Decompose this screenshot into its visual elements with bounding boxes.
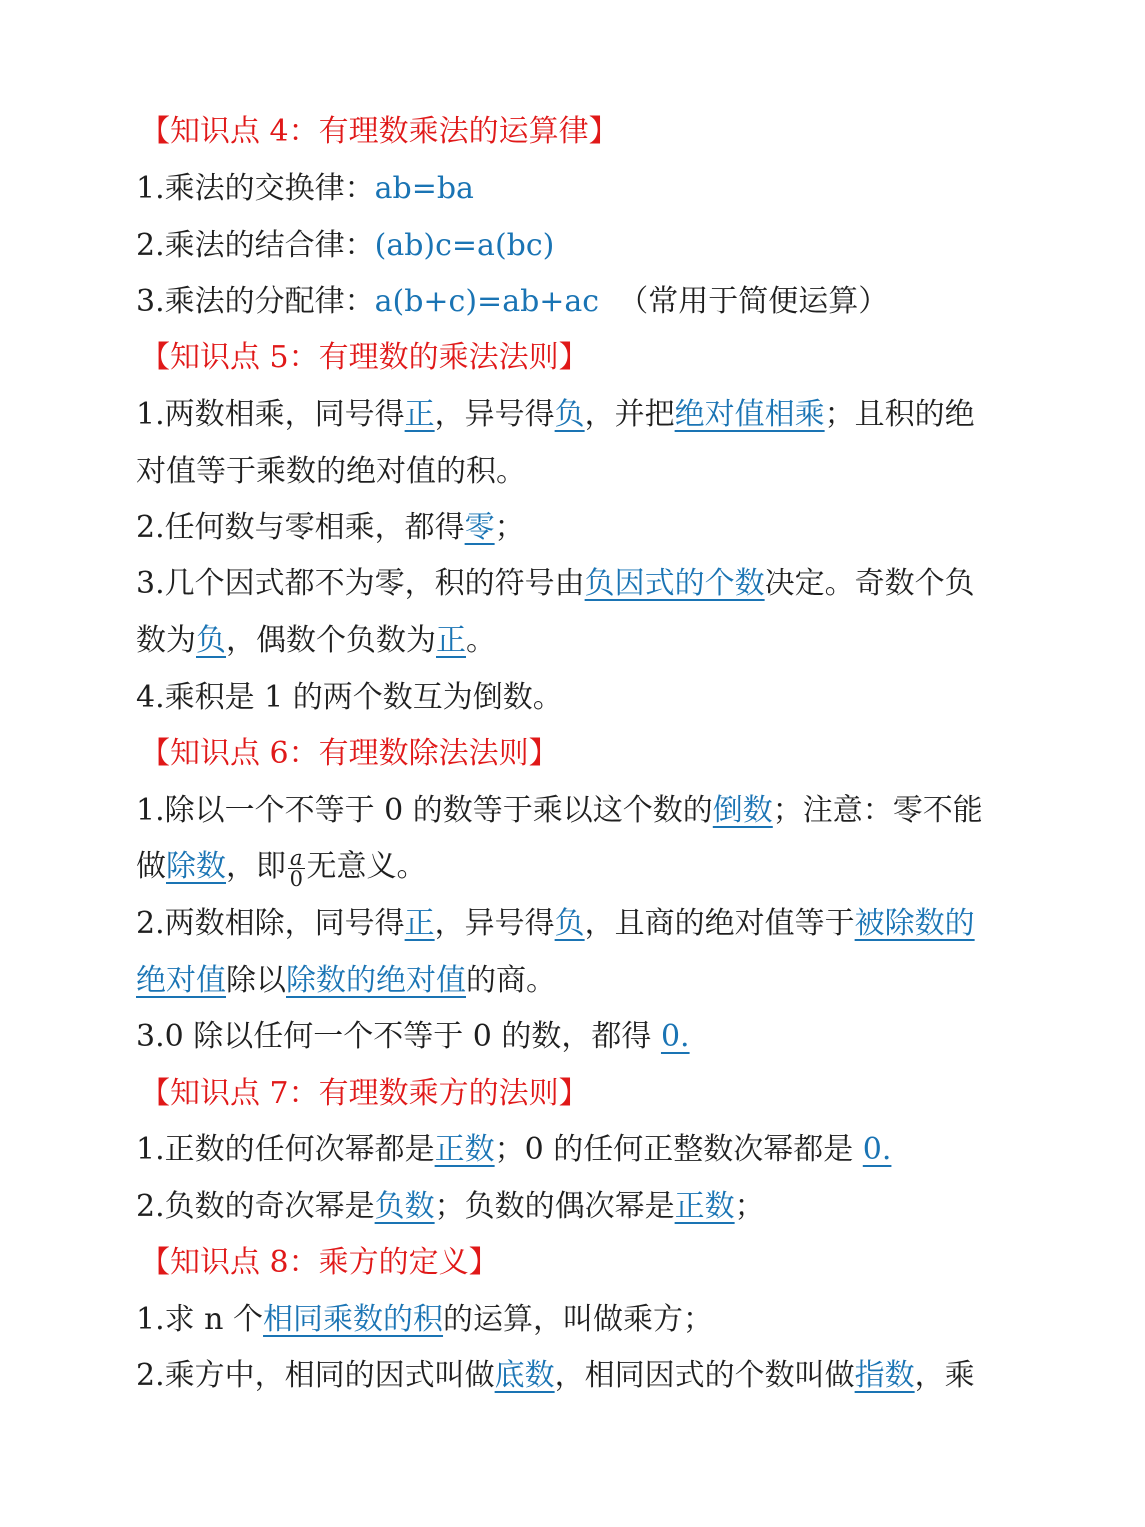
s6-line-1 bbox=[136, 789, 1026, 833]
answer-blank: 正数 bbox=[434, 1132, 495, 1167]
text-span: ；负数的偶次幂是 bbox=[434, 1189, 675, 1224]
text-span: 。 bbox=[466, 623, 496, 658]
s6-line-2-cont bbox=[136, 959, 1026, 1003]
section-6-heading: 【知识点 6：有理数除法法则】 bbox=[140, 736, 559, 771]
answer-blank: 负 bbox=[554, 906, 585, 941]
text-span: ； bbox=[494, 510, 525, 545]
answer-blank: 被除数的 bbox=[854, 906, 975, 941]
text-span: 除以 bbox=[226, 963, 286, 998]
s8-line-2 bbox=[136, 1354, 1026, 1398]
text-span: 数为 bbox=[136, 623, 196, 658]
text-span: 3.乘法的分配律： bbox=[136, 284, 375, 319]
s8-line-1 bbox=[136, 1298, 1026, 1342]
section-8-heading: 【知识点 8：乘方的定义】 bbox=[140, 1245, 499, 1280]
text-span: 1.两数相乘，同号得 bbox=[136, 397, 405, 432]
text-span: （常用于简便运算） bbox=[618, 284, 889, 319]
text-span: 1.除以一个不等于 0 的数等于乘以这个数的 bbox=[136, 793, 713, 828]
text-span: ，乘 bbox=[914, 1358, 975, 1393]
text-span: ；注意：零不能 bbox=[772, 793, 983, 828]
text-span: ，相同因式的个数叫做 bbox=[554, 1358, 855, 1393]
s5-line-3-cont bbox=[136, 619, 1026, 663]
text-span: ，并把 bbox=[584, 397, 675, 432]
s4-line-3 bbox=[136, 280, 1026, 324]
answer-blank: 除数的绝对值 bbox=[286, 963, 466, 998]
s5-line-1-cont: 对值等于乘数的绝对值的积。 bbox=[136, 454, 526, 489]
answer-blank: 底数 bbox=[494, 1358, 555, 1393]
s5-line-4: 4.乘积是 1 的两个数互为倒数。 bbox=[136, 680, 563, 715]
text-span: 1.乘法的交换律： bbox=[136, 171, 375, 206]
answer-blank: 正数 bbox=[674, 1189, 735, 1224]
answer-blank: 负 bbox=[554, 397, 585, 432]
text-span: a bbox=[290, 845, 303, 870]
formula: ab=ba bbox=[374, 171, 474, 206]
answer-blank: 0. bbox=[862, 1132, 892, 1167]
answer-blank: 负 bbox=[196, 623, 226, 658]
section-4-heading: 【知识点 4：有理数乘法的运算律】 bbox=[140, 114, 619, 149]
answer-blank: 0. bbox=[660, 1019, 690, 1054]
text-span: 的商。 bbox=[466, 963, 556, 998]
section-7-heading: 【知识点 7：有理数乘方的法则】 bbox=[140, 1076, 589, 1111]
answer-blank: 负数 bbox=[374, 1189, 435, 1224]
fraction bbox=[288, 845, 305, 891]
text-span: ，且商的绝对值等于 bbox=[584, 906, 855, 941]
answer-blank: 倒数 bbox=[712, 793, 773, 828]
text-span: ，即 bbox=[226, 849, 286, 884]
answer-blank: 正 bbox=[436, 623, 466, 658]
text-span: 1.正数的任何次幂都是 bbox=[136, 1132, 435, 1167]
text-span: 2.任何数与零相乘，都得 bbox=[136, 510, 465, 545]
text-span: 3.0 除以任何一个不等于 0 的数，都得 bbox=[136, 1019, 661, 1054]
text-span: 2.乘方中，相同的因式叫做 bbox=[136, 1358, 495, 1393]
text-span: 无意义。 bbox=[306, 849, 427, 884]
formula: (ab)c=a(bc) bbox=[374, 228, 555, 263]
s5-line-2 bbox=[136, 506, 1026, 550]
s7-line-2 bbox=[136, 1185, 1026, 1229]
answer-blank: 零 bbox=[464, 510, 495, 545]
section-5-heading: 【知识点 5：有理数的乘法法则】 bbox=[140, 340, 589, 375]
answer-blank: 负因式的个数 bbox=[584, 566, 765, 601]
answer-blank: 相同乘数的积 bbox=[263, 1302, 444, 1337]
text-span: ，异号得 bbox=[434, 906, 555, 941]
text-span: 做 bbox=[136, 849, 166, 884]
text-span: 2.乘法的结合律： bbox=[136, 228, 375, 263]
answer-blank: 正 bbox=[404, 397, 435, 432]
s6-line-3 bbox=[136, 1015, 1026, 1059]
answer-blank: 指数 bbox=[854, 1358, 915, 1393]
answer-blank: 绝对值 bbox=[136, 963, 226, 998]
text-span: ，偶数个负数为 bbox=[226, 623, 436, 658]
s6-line-2 bbox=[136, 902, 1026, 946]
s7-line-1 bbox=[136, 1128, 1026, 1172]
text-span: 0 bbox=[289, 866, 303, 891]
s5-line-1 bbox=[136, 393, 1026, 437]
answer-blank: 除数 bbox=[166, 849, 226, 884]
text-span: 决定。奇数个负 bbox=[764, 566, 975, 601]
text-span: 2.负数的奇次幂是 bbox=[136, 1189, 375, 1224]
text-span: 2.两数相除，同号得 bbox=[136, 906, 405, 941]
text-span: 的运算，叫做乘方； bbox=[443, 1302, 714, 1337]
answer-blank: 正 bbox=[404, 906, 435, 941]
s6-line-1-cont bbox=[136, 845, 1026, 889]
text-span: 3.几个因式都不为零，积的符号由 bbox=[136, 566, 585, 601]
formula: a(b+c)=ab+ac bbox=[374, 284, 600, 319]
answer-blank: 绝对值相乘 bbox=[674, 397, 825, 432]
s4-line-2 bbox=[136, 224, 1026, 268]
text-span: ，异号得 bbox=[434, 397, 555, 432]
s5-line-3 bbox=[136, 562, 1026, 606]
text-span: ；0 的任何正整数次幂都是 bbox=[494, 1132, 863, 1167]
text-span: 1.求 n 个 bbox=[136, 1302, 264, 1337]
text-span: ；且积的绝 bbox=[824, 397, 975, 432]
s4-line-1 bbox=[136, 167, 1026, 211]
text-span: ； bbox=[734, 1189, 765, 1224]
